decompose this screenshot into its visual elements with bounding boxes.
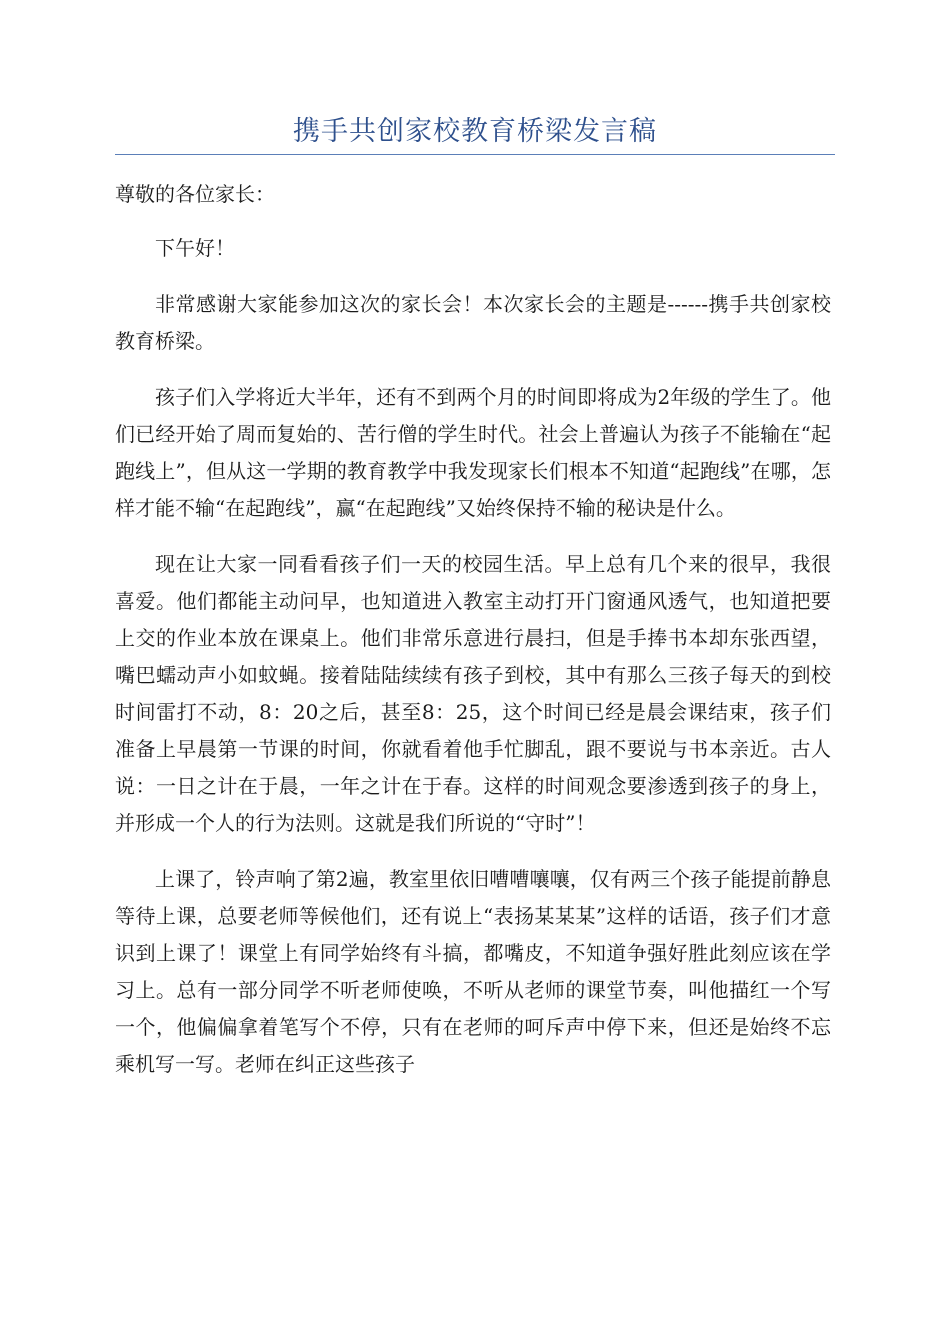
- document-body: [115, 176, 831, 1083]
- paragraph-starting-line: 孩子们入学将近大半年，还有不到两个月的时间即将成为2年级的学生了。他们已经开始了周而复始的、苦行僧的学生时代。社会上普遍认为孩子不能输在“起跑线上”，但从这一学期的教育教学中我发现家长们根本不知道“起跑线”在哪，怎样才能不输“在起跑线”，赢“在起跑线”又始终保持不输的秘诀是什么。: [115, 385, 831, 520]
- salutation-line: 下午好！: [155, 236, 235, 260]
- greeting-line: 尊敬的各位家长：: [115, 182, 275, 206]
- paragraph-classroom: 上课了，铃声响了第2遍，教室里依旧嘈嘈嚷嚷，仅有两三个孩子能提前静息等待上课，总要老师等候他们，还有说上“表扬某某某”这样的话语，孩子们才意识到上课了！课堂上有同学始终有斗搞，都嘴皮，不知道争强好胜此刻应该在学习上。总有一部分同学不听老师使唤，不听从老师的课堂节奏，叫他描红一个写一个，他偏偏拿着笔写个不停，只有在老师的呵斥声中停下来，但还是始终不忘乘机写一写。老师在纠正这些孩子: [115, 867, 831, 1076]
- document-title: 携手共创家校教育桥梁发言稿: [293, 116, 657, 147]
- title-underline: [115, 154, 835, 155]
- paragraph-school-day: 现在让大家一同看看孩子们一天的校园生活。早上总有几个来的很早，我很喜爱。他们都能主动问早，也知道进入教室主动打开门窗通风透气，也知道把要上交的作业本放在课桌上。他们非常乐意进行晨扫，但是手捧书本却东张西望，嘴巴蠕动声小如蚊蝇。接着陆陆续续有孩子到校，其中有那么三孩子每天的到校时间雷打不动，8：20之后，甚至8：25，这个时间已经是晨会课结束，孩子们准备上早晨第一节课的时间，你就看着他手忙脚乱，跟不要说与书本亲近。古人说：一日之计在于晨，一年之计在于春。这样的时间观念要渗透到孩子的身上，并形成一个人的行为法则。这就是我们所说的“守时”！: [115, 552, 831, 835]
- paragraph-thanks: 非常感谢大家能参加这次的家长会！本次家长会的主题是------携手共创家校教育桥梁。: [115, 292, 831, 353]
